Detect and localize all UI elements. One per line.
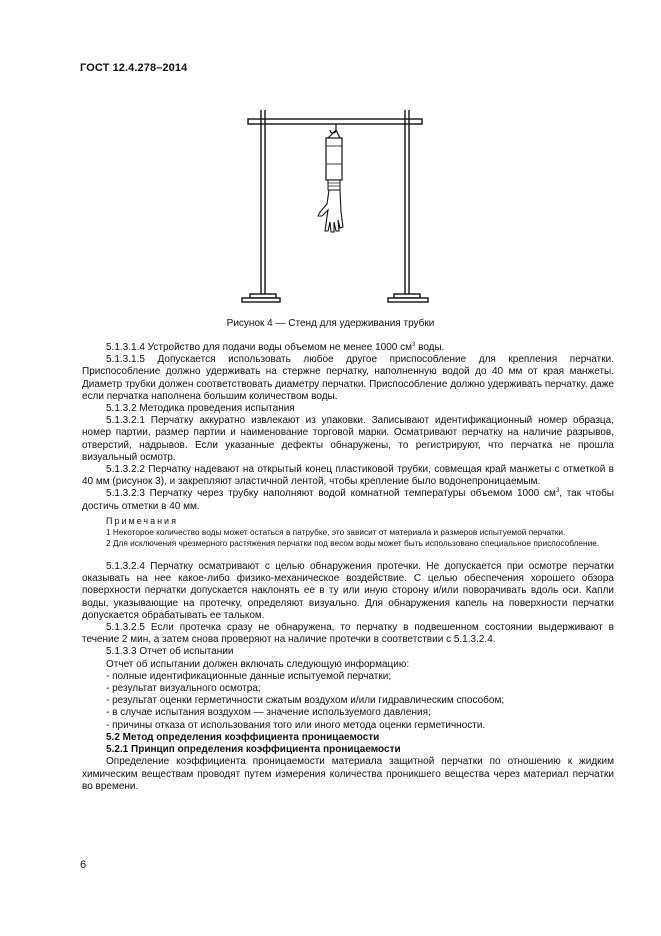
list-item: - результат визуального осмотра; (106, 683, 261, 695)
page-number: 6 (80, 859, 87, 871)
figure-caption: Рисунок 4 — Стенд для удерживания трубки (226, 318, 435, 329)
document-body (82, 342, 614, 793)
p6-text: 5.1.3.2.3 Перчатку через трубку наполняют водой комнатной температуры объемом 1000 см (106, 488, 556, 500)
p1-end-text: воды. (415, 342, 445, 353)
list-item: - полные идентификационные данные испытуемой перчатки; (106, 670, 392, 682)
heading-5-2: 5.2 Метод определения коэффициента проницаемости (106, 731, 380, 743)
paragraph-5-1-3-1-5: 5.1.3.1.5 Допускается использовать любое другое приспособление для крепления перчатки. Приспособление должно удерживать на стержне перчатку, наполненную водой до 40 мм от края манжеты. Диаметр трубки должен соответствовать диаметру перчатки. Приспособление должно удерживать перчатку, даже если перчатка наполнена большим количеством воды. (82, 354, 614, 402)
p6-superscript: 3 (555, 488, 560, 495)
paragraph-5-1-3-2-4: 5.1.3.2.4 Перчатку осматривают с целью обнаружения протечки. Не допускается при осмотре перчатки оказывать на нее какое-либо физико-механическое воздействие. С целью обеспечения хорошего обзора поверхности перчатки допускается наклонять ее в ту или иную сторону и/или поворачивать вдоль оси. Капли воды, указывающие на протечку, определяют визуально. Для обнаружения капель на поверхности перчатки допускается обрабатывать ее тальком. (82, 561, 614, 621)
list-item: - в случае испытания воздухом — значение используемого давления; (106, 707, 431, 719)
document-code-header: ГОСТ 12.4.278–2014 (80, 62, 188, 74)
note-1: 1 Некоторое количество воды может остаться в патрубке, это зависит от материала и размеров испытуемой перчатки. (106, 527, 566, 538)
list-item: - причины отказа от использования того или иного метода оценки герметичности. (106, 719, 486, 731)
list-item: - результат оценки герметичности сжатым воздухом и/или гидравлическим способом; (106, 695, 505, 707)
heading-5-2-1: 5.2.1 Принцип определения коэффициента проницаемости (106, 744, 401, 756)
heading-5-1-3-3: 5.1.3.3 Отчет об испытании (106, 646, 234, 658)
tube-holder-stand-figure (240, 104, 430, 309)
paragraph-5-1-3-2-1: 5.1.3.2.1 Перчатку аккуратно извлекают из упаковки. Записывают идентификационный номер образца, номер партии, размер партии и наименование торговой марки. Осматривают перчатку на наличие разрывов, отверстий, надрывов. Если указанные дефекты обнаружены, то регистрируют, что перчатка не прошла визуальный осмотр. (82, 415, 614, 463)
p1-text: 5.1.3.1.4 Устройство для подачи воды объемом не менее 1000 см (106, 342, 412, 353)
paragraph-5-2-1: Определение коэффициента проницаемости материала защитной перчатки по отношению к жидким химическим веществам проводят путем измерения количества проникшего вещества через материал перчатки во времени. (82, 756, 614, 792)
p1-superscript: 3 (412, 342, 416, 348)
note-2: 2 Для исключения чрезмерного растяжения перчатки под весом воды может быть использовано специальное приспособление. (106, 538, 600, 549)
heading-5-1-3-2: 5.1.3.2 Методика проведения испытания (106, 403, 295, 415)
p6-end-text: , так чтобы достичь отметки в 40 мм. (82, 488, 614, 512)
spacer (82, 549, 614, 561)
paragraph-5-1-3-2-2: 5.1.3.2.2 Перчатку надевают на открытый конец пластиковой трубки, совмещая край манжеты с отметкой в 40 мм (рисунок 3), и закрепляют эластичной лентой, чтобы крепление было водонепроницаемым. (82, 464, 614, 488)
paragraph-5-1-3-2-5: 5.1.3.2.5 Если протечка сразу не обнаружена, то перчатку в подвешенном состоянии выдерживают в течение 2 мин, а затем снова проверяют на наличие протечки в соответствии с 5.1.3.2.4. (82, 622, 614, 646)
report-intro: Отчет об испытании должен включать следующую информацию: (106, 658, 410, 670)
paragraph-5-1-3-2-3 (82, 488, 614, 512)
notes-title: Примечания (106, 515, 178, 526)
paragraph-5-1-3-1-4 (82, 342, 614, 354)
